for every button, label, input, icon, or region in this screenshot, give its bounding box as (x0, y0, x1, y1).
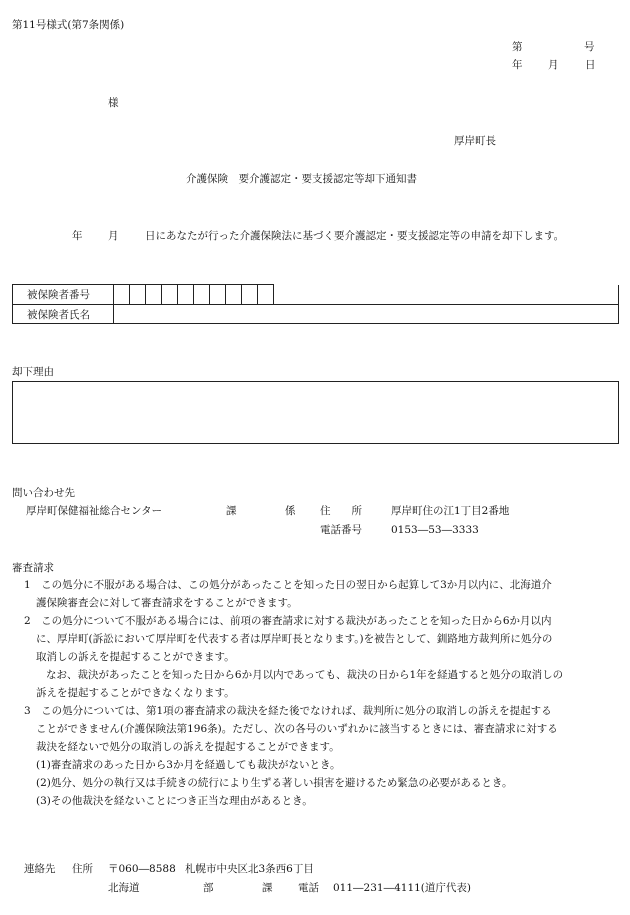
review-subitem: (3)その他裁決を経ないことにつき正当な理由があるとき。 (36, 795, 313, 807)
review-line: 訴えを提起することができなくなります。 (36, 687, 235, 699)
insured-number-label: 被保険者番号 (27, 289, 90, 301)
statement-month: 月 (108, 230, 119, 242)
issuer-title: 厚岸町長 (454, 135, 496, 147)
digit-cell-divider (161, 285, 162, 304)
contact-address: 札幌市中央区北3条西6丁目 (185, 863, 314, 875)
inquiry-heading: 問い合わせ先 (12, 487, 75, 499)
contact-postal: 〒060―8588 (108, 863, 176, 875)
insured-name-field[interactable] (114, 305, 618, 323)
inquiry-address-value: 厚岸町住の江1丁目2番地 (391, 505, 510, 517)
digit-cell-divider (257, 285, 258, 304)
contact-address-label: 住所 (72, 863, 93, 875)
digit-cell-divider (241, 285, 242, 304)
document-number-label: 第 (512, 41, 523, 53)
statement-year: 年 (72, 230, 83, 242)
inquiry-phone-value: 0153―53―3333 (391, 524, 479, 536)
rejection-reason-label: 却下理由 (12, 366, 54, 378)
review-line: 3 この処分については、第1項の審査請求の裁決を経た後でなければ、裁判所に処分の取消しの訴えを提起する (24, 705, 552, 717)
digit-cell-divider (129, 285, 130, 304)
insured-number-cells[interactable] (113, 285, 274, 304)
inquiry-phone-label: 電話番号 (320, 524, 362, 536)
insured-table (12, 284, 619, 324)
review-subitem: (2)処分、処分の執行又は手続きの続行により生ずる著しい損害を避けるため緊急の必要があるとき。 (36, 777, 513, 789)
inquiry-section: 課 (226, 505, 237, 517)
review-line: 裁決を経ないで処分の取消しの訴えを提起することができます。 (36, 741, 340, 753)
statement-text: 日にあなたが行った介護保険法に基づく要介護認定・要支援認定等の申請を却下します。 (145, 230, 565, 242)
inquiry-office: 厚岸町保健福祉総合センター (26, 505, 163, 517)
insured-name-label: 被保険者氏名 (27, 309, 90, 321)
review-heading: 審査請求 (12, 562, 54, 574)
contact-org: 北海道 (108, 882, 140, 894)
rejection-reason-box[interactable] (12, 381, 619, 444)
review-line: 2 この処分について不服がある場合には、前項の審査請求に対する裁決があったことを知った日から6か月以内 (24, 615, 552, 627)
digit-cell-divider (193, 285, 194, 304)
table-top-mask (274, 284, 620, 285)
digit-cell-divider (273, 285, 274, 304)
review-line: に、厚岸町(訴訟において厚岸町を代表する者は厚岸町長となります。)を被告として、釧路地方裁判所に処分の (36, 633, 553, 645)
date-year: 年 (512, 59, 523, 71)
document-title: 介護保険 要介護認定・要支援認定等却下通知書 (186, 173, 417, 185)
addressee-honorific: 様 (108, 97, 119, 109)
review-line: 護保険審査会に対して審査請求をすることができます。 (36, 597, 298, 609)
contact-phone: 011―231―4111(道庁代表) (333, 882, 471, 894)
contact-section: 課 (262, 882, 273, 894)
form-number: 第11号様式(第7条関係) (12, 19, 125, 31)
inquiry-address-label: 住 所 (320, 505, 362, 517)
review-line: 1 この処分に不服がある場合は、この処分があったことを知った日の翌日から起算して3か月以内に、北海道介 (24, 579, 552, 591)
contact-phone-label: 電話 (298, 882, 319, 894)
digit-cell-divider (209, 285, 210, 304)
review-subitem: (1)審査請求のあった日から3か月を経過しても裁決がないとき。 (36, 759, 341, 771)
document-number-suffix: 号 (584, 41, 595, 53)
contact-label: 連絡先 (24, 863, 56, 875)
digit-cell-divider (177, 285, 178, 304)
digit-cell-divider (145, 285, 146, 304)
date-month: 月 (548, 59, 559, 71)
review-line: ことができません(介護保険法第196条)。ただし、次の各号のいずれかに該当するときには、審査請求に対する (36, 723, 558, 735)
contact-dept: 部 (203, 882, 214, 894)
review-line: なお、裁決があったことを知った日から6か月以内であっても、裁決の日から1年を経過すると処分の取消しの (46, 669, 564, 681)
review-line: 取消しの訴えを提起することができます。 (36, 651, 235, 663)
inquiry-subsection: 係 (285, 505, 296, 517)
date-day: 日 (585, 59, 596, 71)
digit-cell-divider (225, 285, 226, 304)
